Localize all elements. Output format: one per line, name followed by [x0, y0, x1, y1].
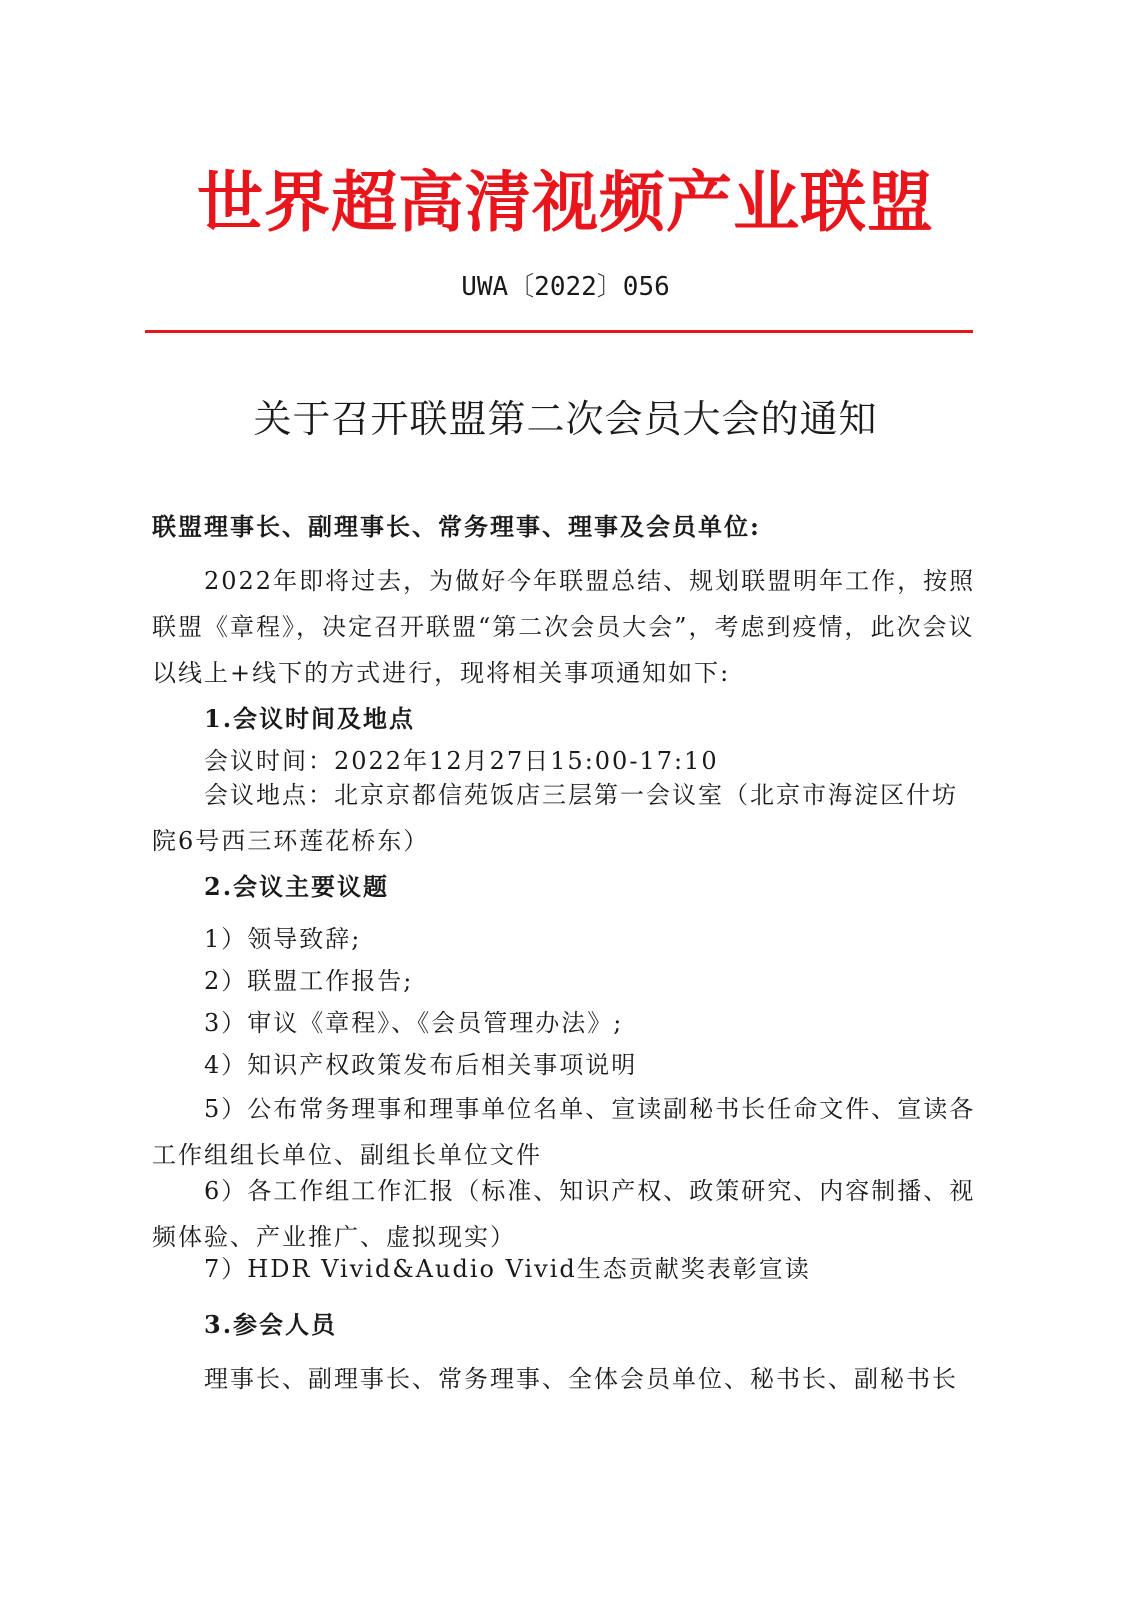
agenda-item: 2）联盟工作报告; [204, 967, 414, 995]
agenda-item: 3）审议《章程》、《会员管理办法》; [204, 1009, 624, 1037]
section-heading-agenda: 2.会议主要议题 [204, 872, 390, 901]
salutation: 联盟理事长、副理事长、常务理事、理事及会员单位: [152, 512, 761, 541]
agenda-item: 5）公布常务理事和理事单位名单、宣读副秘书长任命文件、宣读各工作组组长单位、副组长单位文件 [152, 1095, 976, 1169]
red-header-rule [145, 330, 973, 333]
attendees-list: 理事长、副理事长、常务理事、全体会员单位、秘书长、副秘书长 [204, 1365, 958, 1393]
agenda-item: 6）各工作组工作汇报（标准、知识产权、政策研究、内容制播、视频体验、产业推广、虚拟现实） [152, 1177, 976, 1251]
organization-title: 世界超高清视频产业联盟 [197, 164, 934, 241]
meeting-venue: 会议地点：北京京都信苑饭店三层第一会议室（北京市海淀区什坊院6号西三环莲花桥东） [152, 781, 958, 855]
agenda-item: 7）HDR Vivid&Audio Vivid生态贡献奖表彰宣读 [204, 1255, 811, 1283]
section-heading-attendees: 3.参会人员 [204, 1310, 338, 1339]
document-number: UWA〔2022〕056 [461, 272, 670, 302]
intro-paragraph: 2022年即将过去，为做好今年联盟总结、规划联盟明年工作，按照联盟《章程》，决定召开联盟“第二次会员大会”，考虑到疫情，此次会议以线上+线下的方式进行，现将相关事项通知如下: [152, 567, 976, 687]
notice-title: 关于召开联盟第二次会员大会的通知 [253, 397, 878, 441]
section-heading-time-venue: 1.会议时间及地点 [204, 704, 416, 733]
agenda-item: 1）领导致辞; [204, 925, 362, 953]
agenda-item: 4）知识产权政策发布后相关事项说明 [204, 1051, 638, 1079]
meeting-time: 会议时间：2022年12月27日15:00-17:10 [204, 747, 719, 775]
